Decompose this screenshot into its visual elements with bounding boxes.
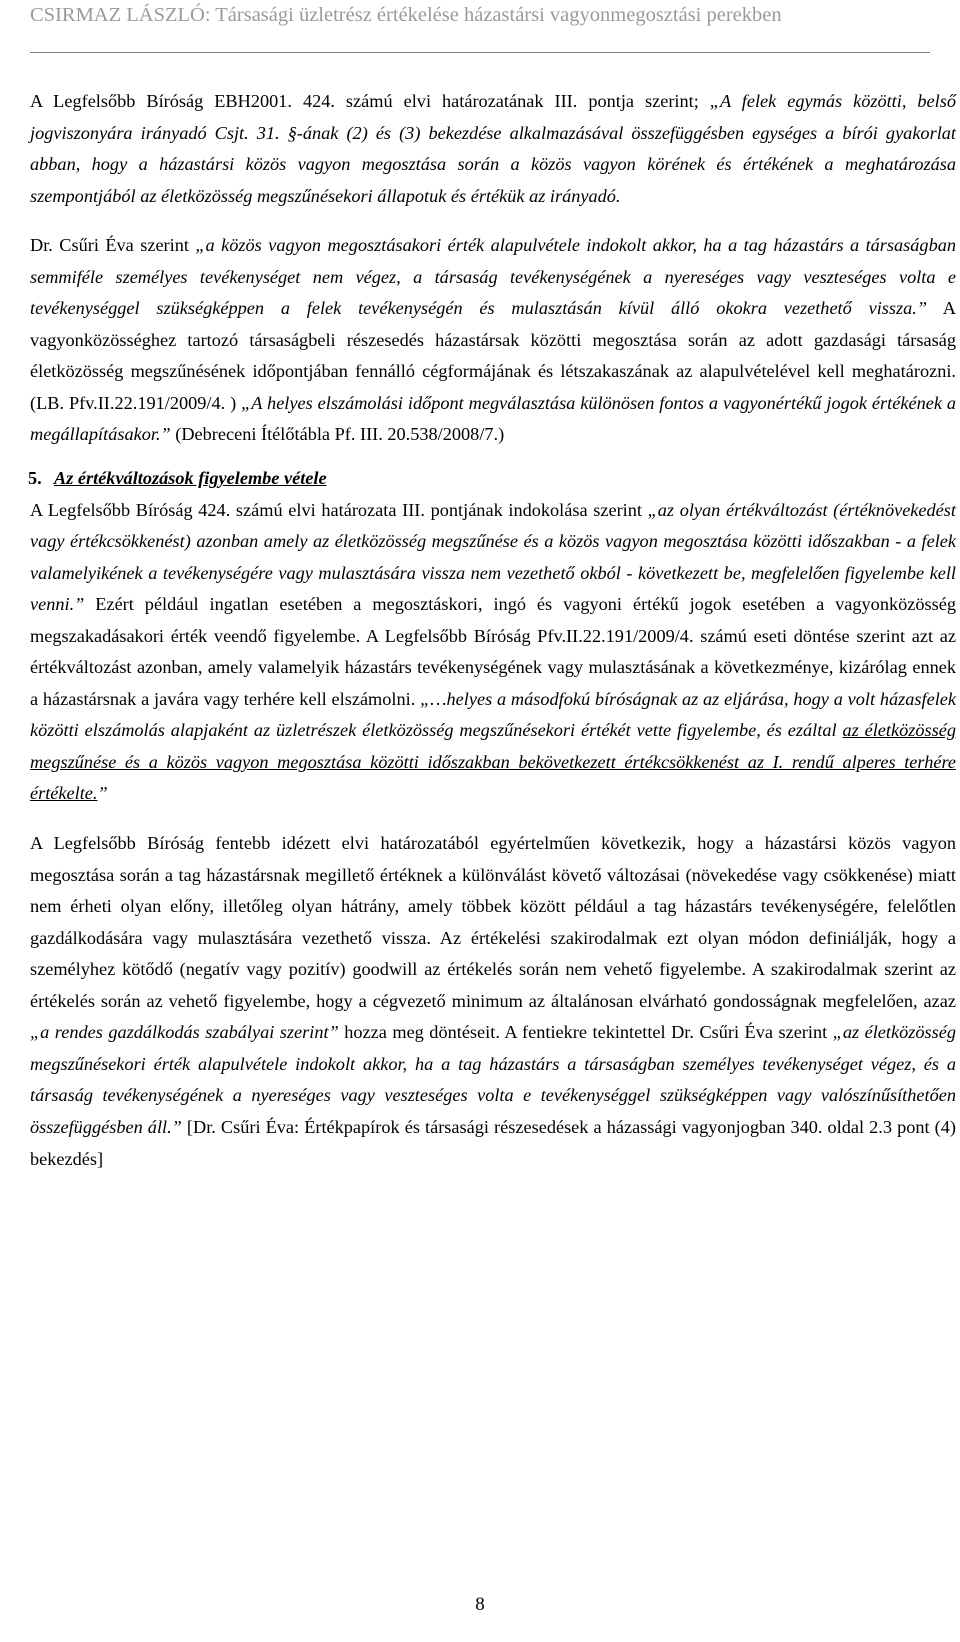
- paragraph-csuri-eva: [30, 230, 956, 451]
- quote-close: ”: [97, 783, 108, 804]
- paragraph-text: A Legfelsőbb Bíróság fentebb idézett elvi határozatából egyértelműen következik, hogy a házastársi közös vagyon megosztása során a tag házastársnak megillető értéknek a különválást követő változásai (növekedése vagy csökkenése) miatt nem érheti olyan előny, illetőleg olyan hátrány, amely többek között például a tag házastárs tevékenységére, felelőtlen gazdálkodására vagy mulasztására vezethető vissza. Az értékelési szakirodalmak ezt olyan módon definiálják, hogy a személyhez kötődő (negatív vagy pozitív) goodwill az értékelés során nem vehető figyelembe. A szakirodalmak szerint az értékelés során az vehető figyelembe, hogy a cégvezető minimum az általánosan elvárható gondosságnak megfelelően, azaz: [30, 833, 956, 1011]
- paragraph-spacer: [30, 212, 956, 230]
- paragraph-text: hozza meg döntéseit. A fentiekre tekintettel Dr. Csűri Éva szerint: [338, 1022, 833, 1043]
- paragraph-text: Ezért például ingatlan esetében a megosztáskori, ingó és vagyoni értékű jogok esetében a vagyonközösség megszakadásakori érték veendő figyelembe. A Legfelsőbb Bíróság Pfv.II.22.191/2009/4. számú eseti döntése szerint azt az értékváltozást azonban, amely valamelyik házastárs tevékenységének vagy mulasztásának a következménye, kizárólag ennek a házastársnak a javára vagy terhére kell elszámolni.: [30, 594, 956, 709]
- quote-text: „a rendes gazdálkodás szabályai szerint”: [30, 1022, 339, 1043]
- paragraph-text: A vagyonközösséghez tartozó társaságbeli részesedés házastársak közötti megosztása során az adott gazdasági társaság életközösség megszűnésének időpontjában fennálló cégformájának és létszakaszának az alapulvételével kell meghatározni. (LB. Pfv.II.22.191/2009/4. ): [30, 298, 956, 413]
- paragraph-conclusion: [30, 828, 956, 1175]
- underlined-quote-text: az életközösség megszűnése és a közös vagyon megosztása közötti időszakban bekövetkezett értékcsökkenést az I. rendű alperes terhére értékelte.: [30, 720, 956, 804]
- paragraph-spacer: [30, 451, 956, 463]
- paragraph-text: A Legfelsőbb Bíróság 424. számú elvi határozata III. pontjának indokolása szerint: [30, 499, 648, 520]
- page-number: 8: [475, 1594, 485, 1615]
- running-header-text: CSIRMAZ LÁSZLÓ: Társasági üzletrész értékelése házastársi vagyonmegosztási perekben: [30, 4, 782, 26]
- paragraph-ebh-2001-424: [30, 86, 956, 212]
- quote-text: „a közös vagyon megosztásakori érték alapulvétele indokolt akkor, ha a tag házastárs a társaságban semmiféle személyes tevékenységet nem végez, a társaság tevékenységének a nyereséges vagy veszteséges volta e tevékenységgel szükségképpen a felek tevékenységén és mulasztásán kívül álló okokra vezethető vissza.”: [30, 235, 956, 319]
- paragraph-ertekvaltozas: [30, 495, 956, 810]
- quote-text: „az olyan értékváltozást (értéknövekedést vagy értékcsökkenést) azonban amely az életközösség megszűnése és a közös vagyon megosztása közötti időszakban - a felek valamelyikének a tevékenységére vagy mulasztására vissza nem vezethető okból - következett be, megfelelően figyelembe kell venni.”: [30, 499, 956, 615]
- citation-text: [Dr. Csűri Éva: Értékpapírok és társasági részesedések a házassági vagyonjogban 340. oldal 2.3 pont (4) bekezdés]: [30, 1116, 956, 1169]
- quote-text: „A felek egymás közötti, belső jogviszonyára irányadó Csjt. 31. §-ának (2) és (3) bekezdése alkalmazásával összefüggésben egységes a bírói gyakorlat abban, hogy a házastársi közös vagyon megosztása során a közös vagyon körének és értékének a meghatározása szempontjából az életközösség megszűnésekori állapotuk és értékük az irányadó.: [30, 91, 956, 206]
- running-header: [30, 0, 930, 53]
- section-number: 5.: [28, 468, 42, 489]
- quote-text: „az életközösség megszűnésekori érték alapulvétele indokolt akkor, ha a tag házastárs a társaságban személyes tevékenységet végez, és a társaság tevékenységének a nyereséges vagy veszteséges volta e tevékenységgel szükségképpen vagy valószínűsíthetően összefüggésben áll.”: [30, 1022, 956, 1137]
- quote-text: „A helyes elszámolási időpont megválasztása különösen fontos a vagyonértékű jogok értékének a megállapításakor.”: [30, 392, 956, 445]
- citation-text: (Debreceni Ítélőtábla Pf. III. 20.538/2008/7.): [170, 424, 505, 445]
- paragraph-text: Dr. Csűri Éva szerint: [30, 235, 196, 256]
- document-body: [30, 86, 956, 1175]
- section-heading: [30, 463, 956, 495]
- paragraph-text: A Legfelsőbb Bíróság EBH2001. 424. számú elvi határozatának III. pontja szerint;: [30, 91, 710, 111]
- paragraph-spacer: [30, 810, 956, 828]
- quote-text: „…helyes a másodfokú bíróságnak az az eljárása, hogy a volt házasfelek közötti elszámolás alapjaként az üzletrészek életközösség megszűnésekori értékét vette figyelembe, és ezáltal: [30, 688, 957, 741]
- section-title: Az értékváltozások figyelembe vétele: [54, 468, 327, 489]
